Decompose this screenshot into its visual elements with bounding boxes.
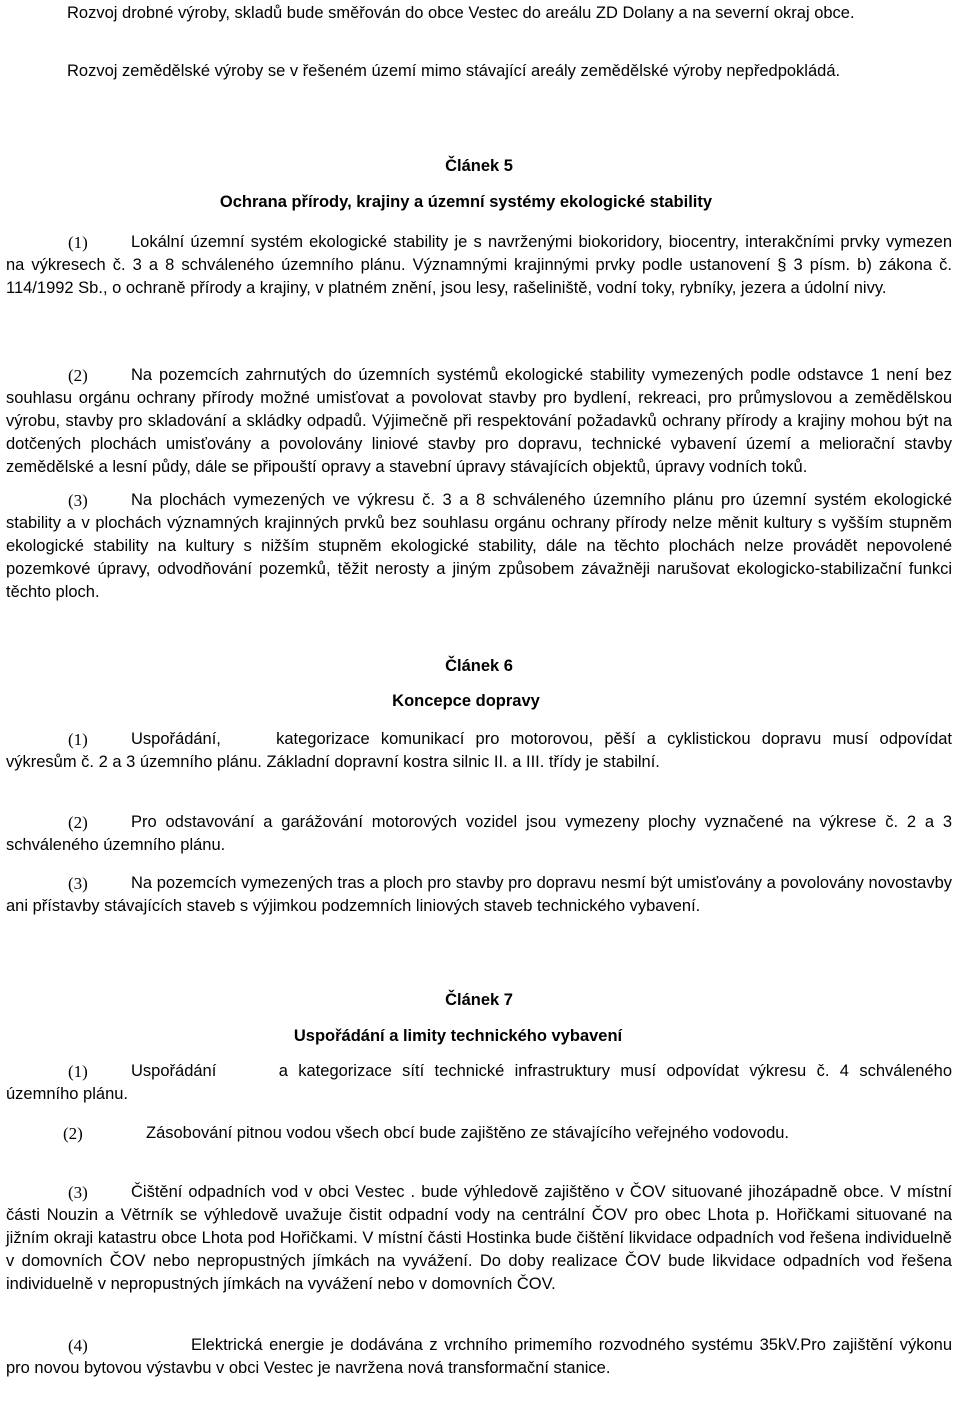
article-5-title: Článek 5 xyxy=(445,157,513,175)
paragraph-number: (4) xyxy=(68,1336,88,1355)
article-7-paragraph-1: (1) Uspořádání a kategorizace sítí technické infrastruktury musí odpovídat výkresu č. 4 schváleného územního plánu. xyxy=(6,1062,952,1103)
article-6-paragraph-1: (1) Uspořádání, kategorizace komunikací pro motorovou, pěší a cyklistickou dopravu musí odpovídat výkresům č. 2 a 3 územního plánu. Základní dopravní kostra silnic II. a III. třídy je stabilní. xyxy=(6,730,953,771)
paragraph-number: (1) xyxy=(68,233,88,252)
paragraph-number: (1) xyxy=(68,730,88,749)
article-5-paragraph-3: (3) Na plochách vymezených ve výkresu č. 3 a 8 schváleného územního plánu pro územní systém ekologické stability a v plochách významných krajinných prvků bez souhlasu orgánu ochrany přírody nelze měnit kultury s vyšším stupněm ekologické stability na kultury s nižším stupněm ekologické stability, dále na těchto plochách nelze provádět nepovolené pozemkové úpravy, odvodňování pozemků, těžit nerosty a jiným způsobem závažněji narušovat ekologicko-stabilizační funkci těchto ploch. xyxy=(6,491,952,601)
intro-paragraph-1: Rozvoj drobné výroby, skladů bude směřován do obce Vestec do areálu ZD Dolany a na severní okraj obce. xyxy=(67,4,855,22)
article-7-paragraph-4: (4) Elektrická energie je dodávána z vrchního primemího rozvodného systému 35kV.Pro zajištění výkonu pro novou bytovou výstavbu v obci Vestec je navržena nová transformační stanice. xyxy=(6,1336,952,1377)
paragraph-number: (1) xyxy=(68,1062,88,1081)
paragraph-number: (2) xyxy=(68,366,88,385)
intro-paragraph-2: Rozvoj zemědělské výroby se v řešeném území mimo stávající areály zemědělské výroby nepředpokládá. xyxy=(67,62,841,80)
article-5-subtitle: Ochrana přírody, krajiny a územní systémy ekologické stability xyxy=(219,193,713,211)
article-5-paragraph-2: (2) Na pozemcích zahrnutých do územních systémů ekologické stability vymezených podle odstavce 1 není bez souhlasu orgánu ochrany přírody možné umisťovat a povolovat stavby pro bydlení, rekreaci, pro průmyslovou a zemědělskou výrobu, stavby pro skladování a skládky odpadů. Výjimečně při respektování požadavků ochrany přírody a krajiny mohou být na dotčených plochách umisťovány a povolovány liniové stavby pro dopravu, technické vybavení území a meliorační stavby zemědělské a lesní půdy, dále se připouští opravy a stavební úpravy stávajících objektů, úpravy vodních toků. xyxy=(6,366,952,476)
paragraph-number: (2) xyxy=(63,1124,83,1143)
article-6-subtitle: Koncepce dopravy xyxy=(392,692,540,710)
article-7-title: Článek 7 xyxy=(445,991,513,1009)
article-5-paragraph-1: (1) Lokální územní systém ekologické stability je s navrženými biokoridory, biocentry, interakčními prvky vymezen na výkresech č. 3 a 8 schváleného územního plánu. Významnými krajinnými prvky podle ustanovení § 3 písm. b) zákona č. 114/1992 Sb., o ochraně přírody a krajiny, v platném znění, jsou lesy, rašeliniště, vodní toky, rybníky, jezera a údolní nivy. xyxy=(6,233,952,297)
article-6-paragraph-3: (3) Na pozemcích vymezených tras a ploch pro stavby pro dopravu nesmí být umisťovány a povolovány novostavby ani přístavby stávajících staveb s výjimkou podzemních liniových staveb technického vybavení. xyxy=(6,874,952,915)
article-7-paragraph-2: (2) Zásobování pitnou vodou všech obcí bude zajištěno ze stávajícího veřejného vodovodu. xyxy=(63,1124,790,1143)
paragraph-number: (3) xyxy=(68,491,88,510)
paragraph-number: (3) xyxy=(68,1183,88,1202)
paragraph-number: (2) xyxy=(68,813,88,832)
paragraph-number: (3) xyxy=(68,874,88,893)
article-7-paragraph-3: (3) Čištění odpadních vod v obci Vestec . bude výhledově zajištěno v ČOV situované jihozápadně obce. V místní části Nouzin a Větrník se výhledově uvažuje čistit odpadní vody na centrální ČOV pro obec Lhota p. Hořičkami situované na jižním okraji katastru obce Lhota pod Hořičkami. V místní části Hostinka bude čištění likvidace odpadních vod řešena individuelně v domovních ČOV nebo nepropustných jímkách na vyvážení. Do doby realizace ČOV bude likvidace odpadních vod řešena individuelně v nepropustných jímkách na vyvážení nebo v domovních ČOV. xyxy=(6,1183,952,1293)
article-6-title: Článek 6 xyxy=(445,657,513,675)
article-6-paragraph-2: (2) Pro odstavování a garážování motorových vozidel jsou vymezeny plochy vyznačené na výkrese č. 2 a 3 schváleného územního plánu. xyxy=(6,813,952,854)
article-7-subtitle: Uspořádání a limity technického vybavení xyxy=(293,1027,623,1045)
